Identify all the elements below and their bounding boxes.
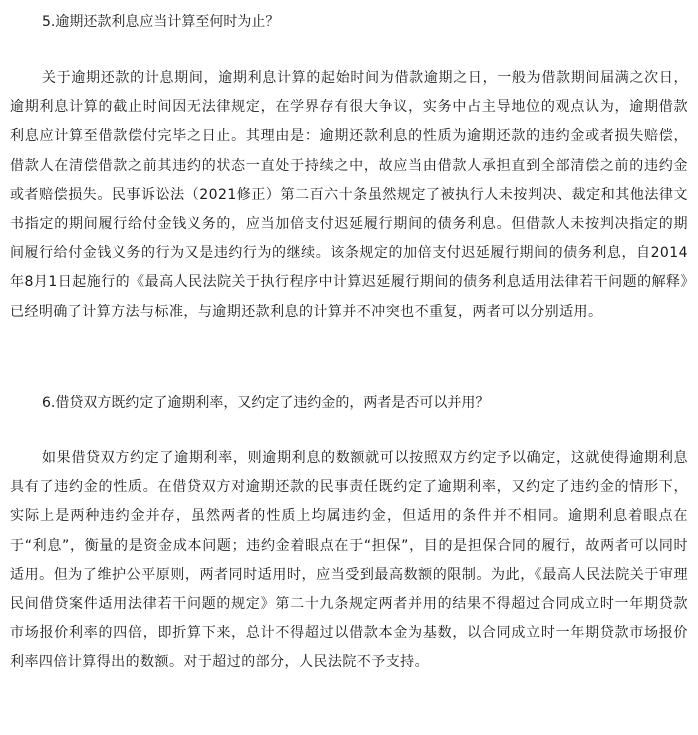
section-6-paragraph: 如果借贷双方约定了逾期利率，则逾期利息的数额就可以按照双方约定予以确定，这就使得逾期利息具有了违约金的性质。在借贷双方对逾期还款的民事责任既约定了逾期利率，又约定了违约金的情形下，实际上是两种违约金并存，虽然两者的性质上均属违约金，但适用的条件并不相同。逾期利息着眼点在于“利息”，衡量的是资金成本问题；违约金着眼点在于“担保”，目的是担保合同的履行，故两者可以同时适用。但为了维护公平原则，两者同时适用时，应当受到最高数额的限制。为此，《最高人民法院关于审理民间借贷案件适用法律若干问题的规定》第二十九条规定两者并用的结果不得超过合同成立时一年期贷款市场报价利率的四倍，即折算下来，总计不得超过以借款本金为基数，以合同成立时一年期贷款市场报价利率四倍计算得出的数额。对于超过的部分，人民法院不予支持。 xyxy=(10,450,688,671)
section-5-heading: 5.逾期还款利息应当计算至何时为止？ xyxy=(42,14,280,30)
section-6-heading: 6.借贷双方既约定了逾期利率，又约定了违约金的，两者是否可以并用？ xyxy=(42,395,490,411)
section-5-paragraph: 关于逾期还款的计息期间，逾期利息计算的起始时间为借款逾期之日，一般为借款期间届满之次日，逾期利息计算的截止时间因无法律规定，在学界存有很大争议，实务中占主导地位的观点认为，逾期借款利息应计算至借款偿付完毕之日止。其理由是：逾期还款利息的性质为逾期还款的违约金或者损失赔偿，借款人在清偿借款之前其违约的状态一直处于持续之中，故应当由借款人承担直到全部清偿之前的违约金或者赔偿损失。民事诉讼法（2021修正）第二百六十条虽然规定了被执行人未按判决、裁定和其他法律文书指定的期间履行给付金钱义务的，应当加倍支付迟延履行期间的债务利息。但借款人未按判决指定的期间履行给付金钱义务的行为又是违约行为的继续。该条规定的加倍支付迟延履行期间的债务利息，自2014年8月1日起施行的《最高人民法院关于执行程序中计算迟延履行期间的债务利息适用法律若干问题的解释》已经明确了计算方法与标准，与逾期还款利息的计算并不冲突也不重复，两者可以分别适用。 xyxy=(10,70,688,320)
